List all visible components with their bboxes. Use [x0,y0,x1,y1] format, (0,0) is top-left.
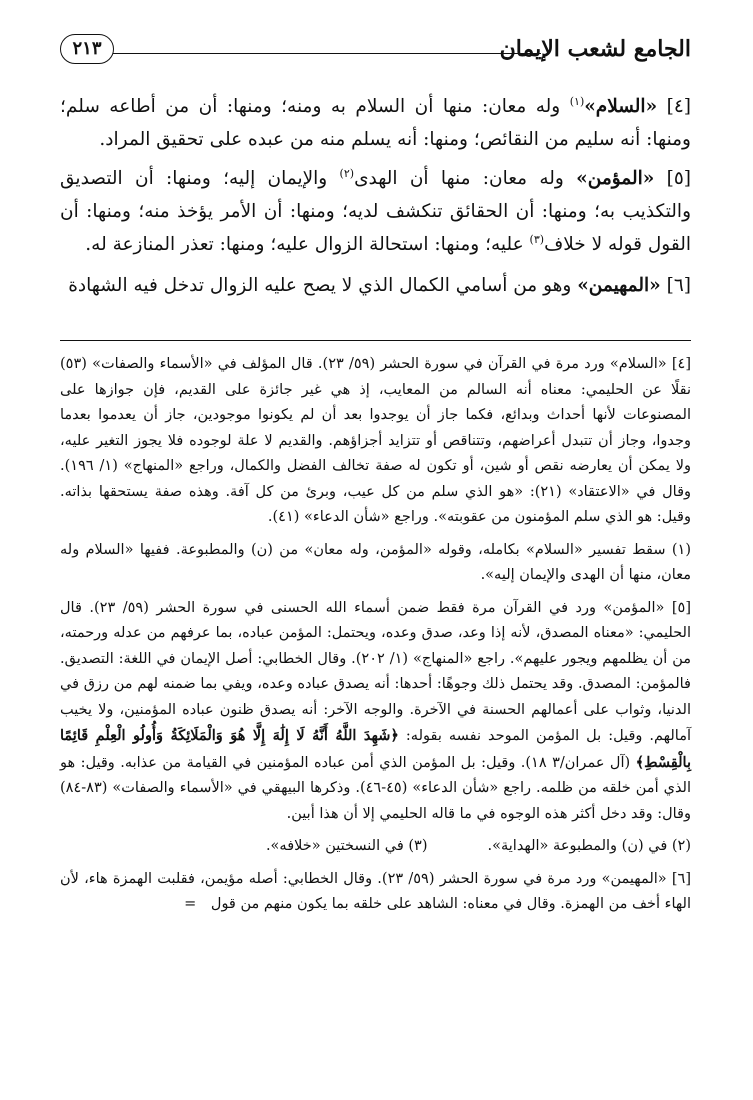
note-muhaymin [60,867,691,918]
entry-number: [٤] [666,96,691,117]
running-header [60,32,691,72]
footnote-ref: (١) [569,94,585,108]
quran-verse: ﴿شَهِدَ اللَّهُ أَنَّهُ لَا إِلَٰهَ إِلَّا هُوَ وَالْمَلَائِكَةُ وَأُولُو الْعِلْمِ قَائِمًا بِالْقِسْطِ﴾ [60,727,692,771]
entry-text: وهو من أسامي الكمال الذي لا يصح عليه الزوال تدخل فيه الشهادة [68,275,572,296]
note-salam: [٤] «السلام» ورد مرة في القرآن في سورة الحشر (٥٩/ ٢٣). قال المؤلف في «الأسماء والصفات» (٥٣) نقلًا عن الحليمي: معناه أنه السالم من المعايب، إذ هي غير جائزة على القديم، فإن جوازها على المصنوعات لأنها أحداث وبدائع، فكما جاز أن يوجدوا بعد أن لم يكونوا موجودين، جاز أن يعدموا بعدما وجدوا، وجاز أن تتبدل أعراضهم، وتتناقص أو تتزايد أجزاؤهم. والقديم لا علة لوجوده فلا يجوز التغير عليه، ولا يمكن أن يعارضه نقص أو شين، أو تكون له صفة تخالف الفضل والكمال، وراجع «المنهاج» (١/ ١٩٦). وقال في «الاعتقاد» (٢١): «هو الذي سلم من كل عيب، وبرئ من كل آفة. وهذه صفة يستحقها بذاته. وقيل: هو الذي سلم المؤمنون من عقوبته». وراجع «شأن الدعاء» (٤١). [60,356,692,525]
footnote-ref: (٢) [339,166,355,180]
entry-text: عليه؛ ومنها: استحالة الزوال عليه؛ ومنها: تعذر المنازعة له. [85,234,524,255]
header-rule [110,53,541,54]
footnote-separator [60,340,691,341]
footnotes-2-3 [60,834,691,860]
note-text: (آل عمران/٣ ١٨). وقيل: بل المؤمن الذي أمن عباده المؤمنين في القيامة من عذابه. وقيل: هو الذي أمن خلقه من ظلمه. راجع «شأن الدعاء» (٤٥-٤٦). وذكرها البيهقي في «الأسماء والصفات» (٨٣-٨٤) وقال: وقد دخل أكثر هذه الوجوه في ما قاله الحليمي إلا أن هذا أبين. [60,754,691,822]
entry-text: والإيمان إليه؛ ومنها: أن التصديق والتكذيب به؛ ومنها: أن الحقائق تنكشف لديه؛ ومنها: أن الأمر يؤخذ منه؛ ومنها: أن القول قوله لا خلاف [60,168,691,255]
note-text: [٥] «المؤمن» ورد في القرآن مرة فقط ضمن أسماء الله الحسنى في سورة الحشر (٥٩/ ٢٣). قال الحليمي: «معناه المصدق، لأنه إذا وعد، صدق وعده، ويحتمل: المؤمن عباده، بما عرفهم من عدله ورحمته، من أن يظلمهم ويجور عليهم». راجع «المنهاج» (١/ ٢٠٢). وقال الخطابي: أصل الإيمان في اللغة: التصديق. فالمؤمن: المصدق. وقد يحتمل ذلك وجوهًا: أحدها: أنه يصدق عباده وعده، ويفي بما ضمنه لهم من رزق في الدنيا، وثواب على أعمالهم الحسنة في الآخرة. والوجه الآخر: أنه يصدق ظنون عباده المؤمنين، ولا يخيب آمالهم. وقيل: بل المؤمن الموحد نفسه بقوله: [60,599,691,744]
entry-muhaymin [60,269,691,302]
footnote-2: (٢) في (ن) والمطبوعة «الهداية». [487,838,691,854]
entry-mumin [60,162,691,261]
continuation-mark: = [184,896,197,912]
entry-text: وله معان: منها أن السلام به ومنه؛ ومنها: أن من أطاعه سلم؛ ومنها: أنه سليم من النقائص؛ ومنها: أنه يسلم منه من عبده على تحقيق المراد. [60,96,691,150]
note-text: [٦] «المهيمن» ورد مرة في سورة الحشر (٥٩/ ٢٣). وقال الخطابي: أصله مؤيمن، فقلبت الهمزة هاء، لأن الهاء أخف من الهمزة. وقال في معناه: الشاهد على خلقه بما يكون منهم من قول [60,870,691,912]
footnotes [60,352,691,918]
entry-salam [60,90,691,156]
entry-term: «المهيمن» [577,275,661,296]
page-number: ٢١٣ [60,34,114,64]
entry-term: «المؤمن» [576,168,655,189]
main-text [60,90,691,308]
entry-number: [٥] [666,168,691,189]
footnote-3: (٣) في النسختين «خلافه». [265,838,428,854]
entry-term: «السلام» [584,96,658,117]
entry-text: وله معان: منها أن الهدى [354,168,564,189]
entry-number: [٦] [666,275,691,296]
footnote-ref: (٣) [529,232,545,246]
book-title: الجامع لشعب الإيمان [499,36,691,62]
note-mumin [60,596,691,828]
footnote-1: (١) سقط تفسير «السلام» بكامله، وقوله «المؤمن، وله معان» من (ن) والمطبوعة. ففيها «السلام وله معان، منها أن الهدى والإيمان إليه». [60,541,691,583]
